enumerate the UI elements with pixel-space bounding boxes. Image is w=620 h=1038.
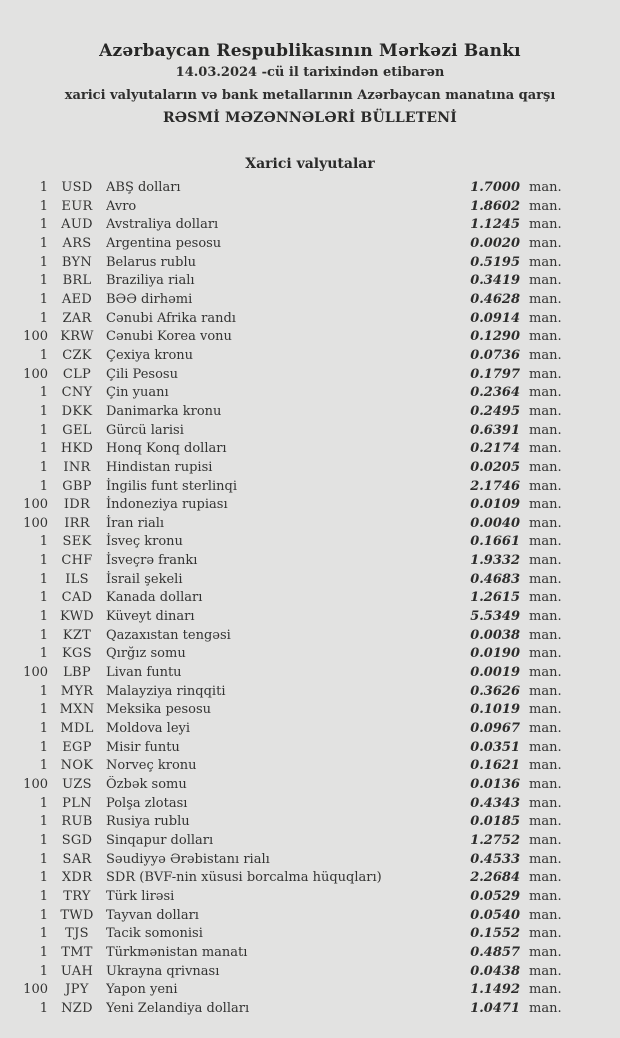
currency-name-cell: İsveç kronu — [106, 534, 183, 550]
quantity-cell: 1 — [39, 422, 48, 438]
quantity-cell: 1 — [39, 758, 48, 774]
currency-name-cell: Sinqapur dolları — [106, 832, 214, 848]
quantity-cell: 1 — [39, 441, 48, 457]
rate-value-cell: 0.0020 — [470, 235, 520, 251]
currency-name-cell: Cənubi Korea vonu — [106, 329, 232, 345]
unit-label-cell: man. — [529, 851, 562, 867]
table-row — [0, 552, 620, 571]
table-row — [0, 981, 620, 1000]
unit-label-cell: man. — [529, 1000, 562, 1016]
currency-name-cell: Livan funtu — [106, 665, 182, 681]
currency-name-cell: Yeni Zelandiya dolları — [106, 1000, 250, 1016]
currency-code-cell: DKK — [61, 403, 93, 419]
currency-code-cell: INR — [63, 459, 91, 475]
currency-name-cell: Misir funtu — [106, 739, 180, 755]
currency-code-cell: EUR — [61, 198, 93, 214]
quantity-cell: 1 — [39, 459, 48, 475]
rate-value-cell: 0.2364 — [470, 385, 520, 401]
currency-code-cell: BRL — [62, 273, 92, 289]
currency-code-cell: IDR — [63, 497, 91, 513]
quantity-cell: 1 — [39, 795, 48, 811]
table-row — [0, 478, 620, 497]
quantity-cell: 100 — [23, 497, 48, 513]
rate-value-cell: 0.0205 — [470, 459, 520, 475]
currency-code-cell: TMT — [61, 944, 93, 960]
unit-label-cell: man. — [529, 870, 562, 886]
quantity-cell: 1 — [39, 646, 48, 662]
quantity-cell: 1 — [39, 702, 48, 718]
currency-name-cell: BƏƏ dirhəmi — [106, 291, 193, 307]
currency-name-cell: Küveyt dinarı — [106, 609, 195, 625]
currency-code-cell: RUB — [61, 814, 93, 830]
quantity-cell: 1 — [39, 235, 48, 251]
quantity-cell: 1 — [39, 721, 48, 737]
table-row — [0, 869, 620, 888]
table-row — [0, 645, 620, 664]
table-row — [0, 664, 620, 683]
quantity-cell: 1 — [39, 347, 48, 363]
rate-value-cell: 0.5195 — [470, 254, 520, 270]
unit-label-cell: man. — [529, 254, 562, 270]
currency-name-cell: Malayziya rinqqiti — [106, 683, 226, 699]
table-row — [0, 384, 620, 403]
quantity-cell: 100 — [23, 665, 48, 681]
table-row — [0, 179, 620, 198]
unit-label-cell: man. — [529, 609, 562, 625]
table-row — [0, 366, 620, 385]
unit-label-cell: man. — [529, 627, 562, 643]
rate-value-cell: 0.4857 — [470, 944, 520, 960]
table-row — [0, 310, 620, 329]
unit-label-cell: man. — [529, 422, 562, 438]
rate-value-cell: 0.0109 — [470, 497, 520, 513]
quantity-cell: 1 — [39, 385, 48, 401]
currency-code-cell: PLN — [62, 795, 92, 811]
table-row — [0, 720, 620, 739]
currency-name-cell: ABŞ dolları — [106, 180, 181, 195]
unit-label-cell: man. — [529, 795, 562, 811]
quantity-cell: 1 — [39, 832, 48, 848]
currency-code-cell: IRR — [64, 515, 90, 531]
currency-code-cell: TJS — [65, 926, 89, 942]
rate-value-cell: 1.2752 — [470, 832, 520, 848]
table-row — [0, 422, 620, 441]
currency-code-cell: LBP — [63, 665, 91, 681]
rate-value-cell: 0.0040 — [470, 515, 520, 531]
rate-value-cell: 0.2495 — [470, 403, 520, 419]
table-row — [0, 571, 620, 590]
unit-label-cell: man. — [529, 459, 562, 475]
currency-code-cell: EGP — [62, 739, 92, 755]
quantity-cell: 1 — [39, 739, 48, 755]
unit-label-cell: man. — [529, 888, 562, 904]
quantity-cell: 1 — [39, 926, 48, 942]
currency-code-cell: MYR — [60, 683, 94, 699]
currency-code-cell: AED — [61, 291, 93, 307]
table-row — [0, 888, 620, 907]
currency-name-cell: Avro — [106, 198, 137, 214]
currency-code-cell: CHF — [61, 553, 93, 569]
table-row — [0, 683, 620, 702]
currency-name-cell: Belarus rublu — [106, 254, 196, 270]
quantity-cell: 100 — [23, 366, 48, 382]
unit-label-cell: man. — [529, 403, 562, 419]
rate-value-cell: 0.6391 — [470, 422, 520, 438]
currency-name-cell: Qazaxıstan tengəsi — [106, 627, 231, 643]
unit-label-cell: man. — [529, 683, 562, 699]
bulletin-subtitle: xarici valyutaların və bank metallarının Azərbaycan manatına qarşı — [64, 88, 556, 103]
currency-name-cell: Türkmənistan manatı — [106, 944, 248, 960]
currency-code-cell: NZD — [61, 1000, 93, 1016]
table-row — [0, 925, 620, 944]
unit-label-cell: man. — [529, 758, 562, 774]
rates-table — [0, 179, 620, 1019]
currency-code-cell: SAR — [62, 851, 92, 867]
unit-label-cell: man. — [529, 721, 562, 737]
rate-value-cell: 0.0736 — [470, 347, 520, 363]
unit-label-cell: man. — [529, 441, 562, 457]
rate-value-cell: 0.0438 — [470, 963, 520, 979]
currency-name-cell: Avstraliya dolları — [106, 217, 219, 233]
table-row — [0, 1000, 620, 1019]
quantity-cell: 1 — [39, 870, 48, 886]
currency-code-cell: GBP — [62, 478, 92, 494]
unit-label-cell: man. — [529, 590, 562, 606]
unit-label-cell: man. — [529, 553, 562, 569]
unit-label-cell: man. — [529, 515, 562, 531]
rate-value-cell: 0.0038 — [470, 627, 520, 643]
unit-label-cell: man. — [529, 235, 562, 251]
unit-label-cell: man. — [529, 982, 562, 998]
currency-name-cell: Polşa zlotası — [106, 795, 188, 811]
rate-value-cell: 0.2174 — [470, 441, 520, 457]
currency-code-cell: XDR — [61, 870, 93, 886]
unit-label-cell: man. — [529, 347, 562, 363]
currency-name-cell: İndoneziya rupiası — [106, 497, 228, 513]
bulletin-title: RƏSMİ MƏZƏNNƏLƏRİ BÜLLETENİ — [162, 110, 458, 126]
rate-value-cell: 0.0540 — [470, 907, 520, 923]
quantity-cell: 1 — [39, 571, 48, 587]
quantity-cell: 1 — [39, 553, 48, 569]
rate-value-cell: 0.3419 — [470, 273, 520, 289]
unit-label-cell: man. — [529, 273, 562, 289]
currency-code-cell: ILS — [65, 571, 89, 587]
quantity-cell: 1 — [39, 273, 48, 289]
currency-name-cell: Türk lirəsi — [106, 888, 175, 904]
unit-label-cell: man. — [529, 832, 562, 848]
currency-code-cell: SEK — [62, 534, 92, 550]
table-row — [0, 813, 620, 832]
currency-code-cell: MXN — [59, 702, 95, 718]
currency-code-cell: KWD — [60, 609, 94, 625]
currency-code-cell: CLP — [62, 366, 92, 382]
quantity-cell: 1 — [39, 180, 48, 195]
quantity-cell: 1 — [39, 198, 48, 214]
currency-name-cell: Danimarka kronu — [106, 403, 222, 419]
unit-label-cell: man. — [529, 814, 562, 830]
rate-value-cell: 0.1621 — [470, 758, 520, 774]
currency-name-cell: SDR (BVF-nin xüsusi borcalma hüquqları) — [106, 870, 382, 886]
quantity-cell: 1 — [39, 590, 48, 606]
rate-value-cell: 0.0190 — [470, 646, 520, 662]
table-row — [0, 272, 620, 291]
currency-code-cell: CZK — [62, 347, 92, 363]
currency-name-cell: Yapon yeni — [106, 982, 178, 998]
unit-label-cell: man. — [529, 198, 562, 214]
currency-name-cell: Çexiya kronu — [106, 347, 194, 363]
table-row — [0, 944, 620, 963]
currency-code-cell: USD — [61, 180, 93, 195]
table-row — [0, 851, 620, 870]
quantity-cell: 100 — [23, 982, 48, 998]
currency-name-cell: Argentina pesosu — [106, 235, 222, 251]
unit-label-cell: man. — [529, 310, 562, 326]
table-row — [0, 795, 620, 814]
rate-value-cell: 2.2684 — [470, 870, 520, 886]
unit-label-cell: man. — [529, 534, 562, 550]
unit-label-cell: man. — [529, 646, 562, 662]
rate-value-cell: 1.8602 — [470, 198, 520, 214]
rate-value-cell: 0.1661 — [470, 534, 520, 550]
quantity-cell: 100 — [23, 515, 48, 531]
quantity-cell: 1 — [39, 403, 48, 419]
quantity-cell: 1 — [39, 1000, 48, 1016]
unit-label-cell: man. — [529, 907, 562, 923]
unit-label-cell: man. — [529, 702, 562, 718]
quantity-cell: 1 — [39, 291, 48, 307]
table-row — [0, 963, 620, 982]
currency-name-cell: Səudiyyə Ərəbistanı rialı — [106, 851, 270, 867]
rate-value-cell: 1.1245 — [470, 217, 520, 233]
rate-value-cell: 1.9332 — [470, 553, 520, 569]
bank-title: Azərbaycan Respublikasının Mərkəzi Bankı — [99, 41, 521, 61]
table-row — [0, 235, 620, 254]
currency-code-cell: KRW — [60, 329, 94, 345]
unit-label-cell: man. — [529, 497, 562, 513]
table-row — [0, 739, 620, 758]
rate-value-cell: 5.5349 — [470, 609, 520, 625]
unit-label-cell: man. — [529, 385, 562, 401]
table-row — [0, 533, 620, 552]
unit-label-cell: man. — [529, 366, 562, 382]
effective-date-line: 14.03.2024 -cü il tarixindən etibarən — [175, 65, 445, 80]
quantity-cell: 1 — [39, 534, 48, 550]
quantity-cell: 1 — [39, 217, 48, 233]
table-row — [0, 608, 620, 627]
rate-value-cell: 0.0019 — [470, 665, 520, 681]
currency-name-cell: Ukrayna qrivnası — [106, 963, 220, 979]
currency-name-cell: Meksika pesosu — [106, 702, 212, 718]
rate-value-cell: 0.3626 — [470, 683, 520, 699]
unit-label-cell: man. — [529, 180, 562, 195]
rate-value-cell: 0.0914 — [470, 310, 520, 326]
currency-name-cell: Tacik somonisi — [106, 926, 203, 942]
table-row — [0, 328, 620, 347]
currency-name-cell: Rusiya rublu — [106, 814, 190, 830]
currency-code-cell: HKD — [60, 441, 94, 457]
currency-name-cell: Gürcü larisi — [106, 422, 184, 438]
quantity-cell: 1 — [39, 310, 48, 326]
currency-code-cell: CAD — [61, 590, 93, 606]
quantity-cell: 1 — [39, 888, 48, 904]
table-row — [0, 347, 620, 366]
currency-name-cell: Çin yuanı — [106, 385, 169, 401]
quantity-cell: 1 — [39, 851, 48, 867]
currency-code-cell: CNY — [61, 385, 93, 401]
rate-value-cell: 2.1746 — [470, 478, 520, 494]
unit-label-cell: man. — [529, 739, 562, 755]
table-row — [0, 589, 620, 608]
quantity-cell: 1 — [39, 814, 48, 830]
currency-code-cell: UZS — [62, 777, 92, 792]
table-row — [0, 907, 620, 926]
rate-value-cell: 1.2615 — [470, 590, 520, 606]
quantity-cell: 100 — [23, 777, 48, 792]
currency-name-cell: Braziliya rialı — [106, 273, 195, 289]
currency-name-cell: Tayvan dolları — [106, 907, 199, 923]
currency-name-cell: İsrail şekeli — [106, 571, 183, 587]
unit-label-cell: man. — [529, 571, 562, 587]
currency-name-cell: İngilis funt sterlinqi — [106, 478, 237, 494]
unit-label-cell: man. — [529, 478, 562, 494]
table-row — [0, 515, 620, 534]
currency-name-cell: Özbək somu — [106, 777, 187, 792]
currency-code-cell: ARS — [62, 235, 92, 251]
currency-name-cell: İran rialı — [106, 515, 165, 531]
rate-value-cell: 0.0529 — [470, 888, 520, 904]
rate-value-cell: 0.4628 — [470, 291, 520, 307]
currency-code-cell: MDL — [60, 721, 94, 737]
quantity-cell: 100 — [23, 329, 48, 345]
table-row — [0, 776, 620, 795]
table-row — [0, 757, 620, 776]
rate-value-cell: 1.0471 — [470, 1000, 520, 1016]
currency-code-cell: GEL — [62, 422, 92, 438]
rate-value-cell: 0.0967 — [470, 721, 520, 737]
currency-code-cell: AUD — [61, 217, 93, 233]
currency-name-cell: Çili Pesosu — [106, 366, 178, 382]
table-row — [0, 459, 620, 478]
rate-value-cell: 1.7000 — [470, 180, 520, 195]
currency-name-cell: Honq Konq dolları — [106, 441, 227, 457]
table-row — [0, 496, 620, 515]
table-row — [0, 701, 620, 720]
table-row — [0, 216, 620, 235]
currency-name-cell: Norveç kronu — [106, 758, 197, 774]
currency-code-cell: NOK — [60, 758, 94, 774]
quantity-cell: 1 — [39, 478, 48, 494]
rate-value-cell: 0.4343 — [470, 795, 520, 811]
unit-label-cell: man. — [529, 217, 562, 233]
currency-code-cell: TWD — [60, 907, 94, 923]
currency-code-cell: KGS — [62, 646, 92, 662]
rate-value-cell: 0.0136 — [470, 777, 520, 792]
unit-label-cell: man. — [529, 777, 562, 792]
unit-label-cell: man. — [529, 329, 562, 345]
table-row — [0, 832, 620, 851]
table-row — [0, 440, 620, 459]
currency-code-cell: ZAR — [62, 310, 92, 326]
rate-value-cell: 0.0351 — [470, 739, 520, 755]
currency-code-cell: BYN — [61, 254, 93, 270]
rate-value-cell: 0.1019 — [470, 702, 520, 718]
table-row — [0, 403, 620, 422]
table-row — [0, 254, 620, 273]
quantity-cell: 1 — [39, 254, 48, 270]
quantity-cell: 1 — [39, 944, 48, 960]
unit-label-cell: man. — [529, 665, 562, 681]
currency-code-cell: JPY — [65, 982, 89, 998]
unit-label-cell: man. — [529, 944, 562, 960]
section-title-foreign-currencies: Xarici valyutalar — [245, 156, 375, 172]
unit-label-cell: man. — [529, 963, 562, 979]
currency-name-cell: Moldova leyi — [106, 721, 191, 737]
quantity-cell: 1 — [39, 683, 48, 699]
document-header — [0, 40, 620, 129]
rate-value-cell: 0.4683 — [470, 571, 520, 587]
currency-name-cell: Qırğız somu — [106, 646, 186, 662]
table-row — [0, 198, 620, 217]
currency-name-cell: Kanada dolları — [106, 590, 203, 606]
quantity-cell: 1 — [39, 627, 48, 643]
rate-value-cell: 1.1492 — [470, 982, 520, 998]
quantity-cell: 1 — [39, 907, 48, 923]
currency-code-cell: UAH — [60, 963, 94, 979]
unit-label-cell: man. — [529, 926, 562, 942]
table-row — [0, 627, 620, 646]
quantity-cell: 1 — [39, 609, 48, 625]
currency-code-cell: SGD — [61, 832, 93, 848]
quantity-cell: 1 — [39, 963, 48, 979]
currency-code-cell: TRY — [63, 888, 91, 904]
rate-value-cell: 0.0185 — [470, 814, 520, 830]
unit-label-cell: man. — [529, 291, 562, 307]
currency-name-cell: İsveçrə frankı — [106, 553, 198, 569]
rate-value-cell: 0.1552 — [470, 926, 520, 942]
rate-value-cell: 0.1797 — [470, 366, 520, 382]
rate-value-cell: 0.4533 — [470, 851, 520, 867]
table-row — [0, 291, 620, 310]
currency-name-cell: Hindistan rupisi — [106, 459, 213, 475]
currency-name-cell: Cənubi Afrika randı — [106, 310, 236, 326]
rate-value-cell: 0.1290 — [470, 329, 520, 345]
currency-code-cell: KZT — [62, 627, 92, 643]
